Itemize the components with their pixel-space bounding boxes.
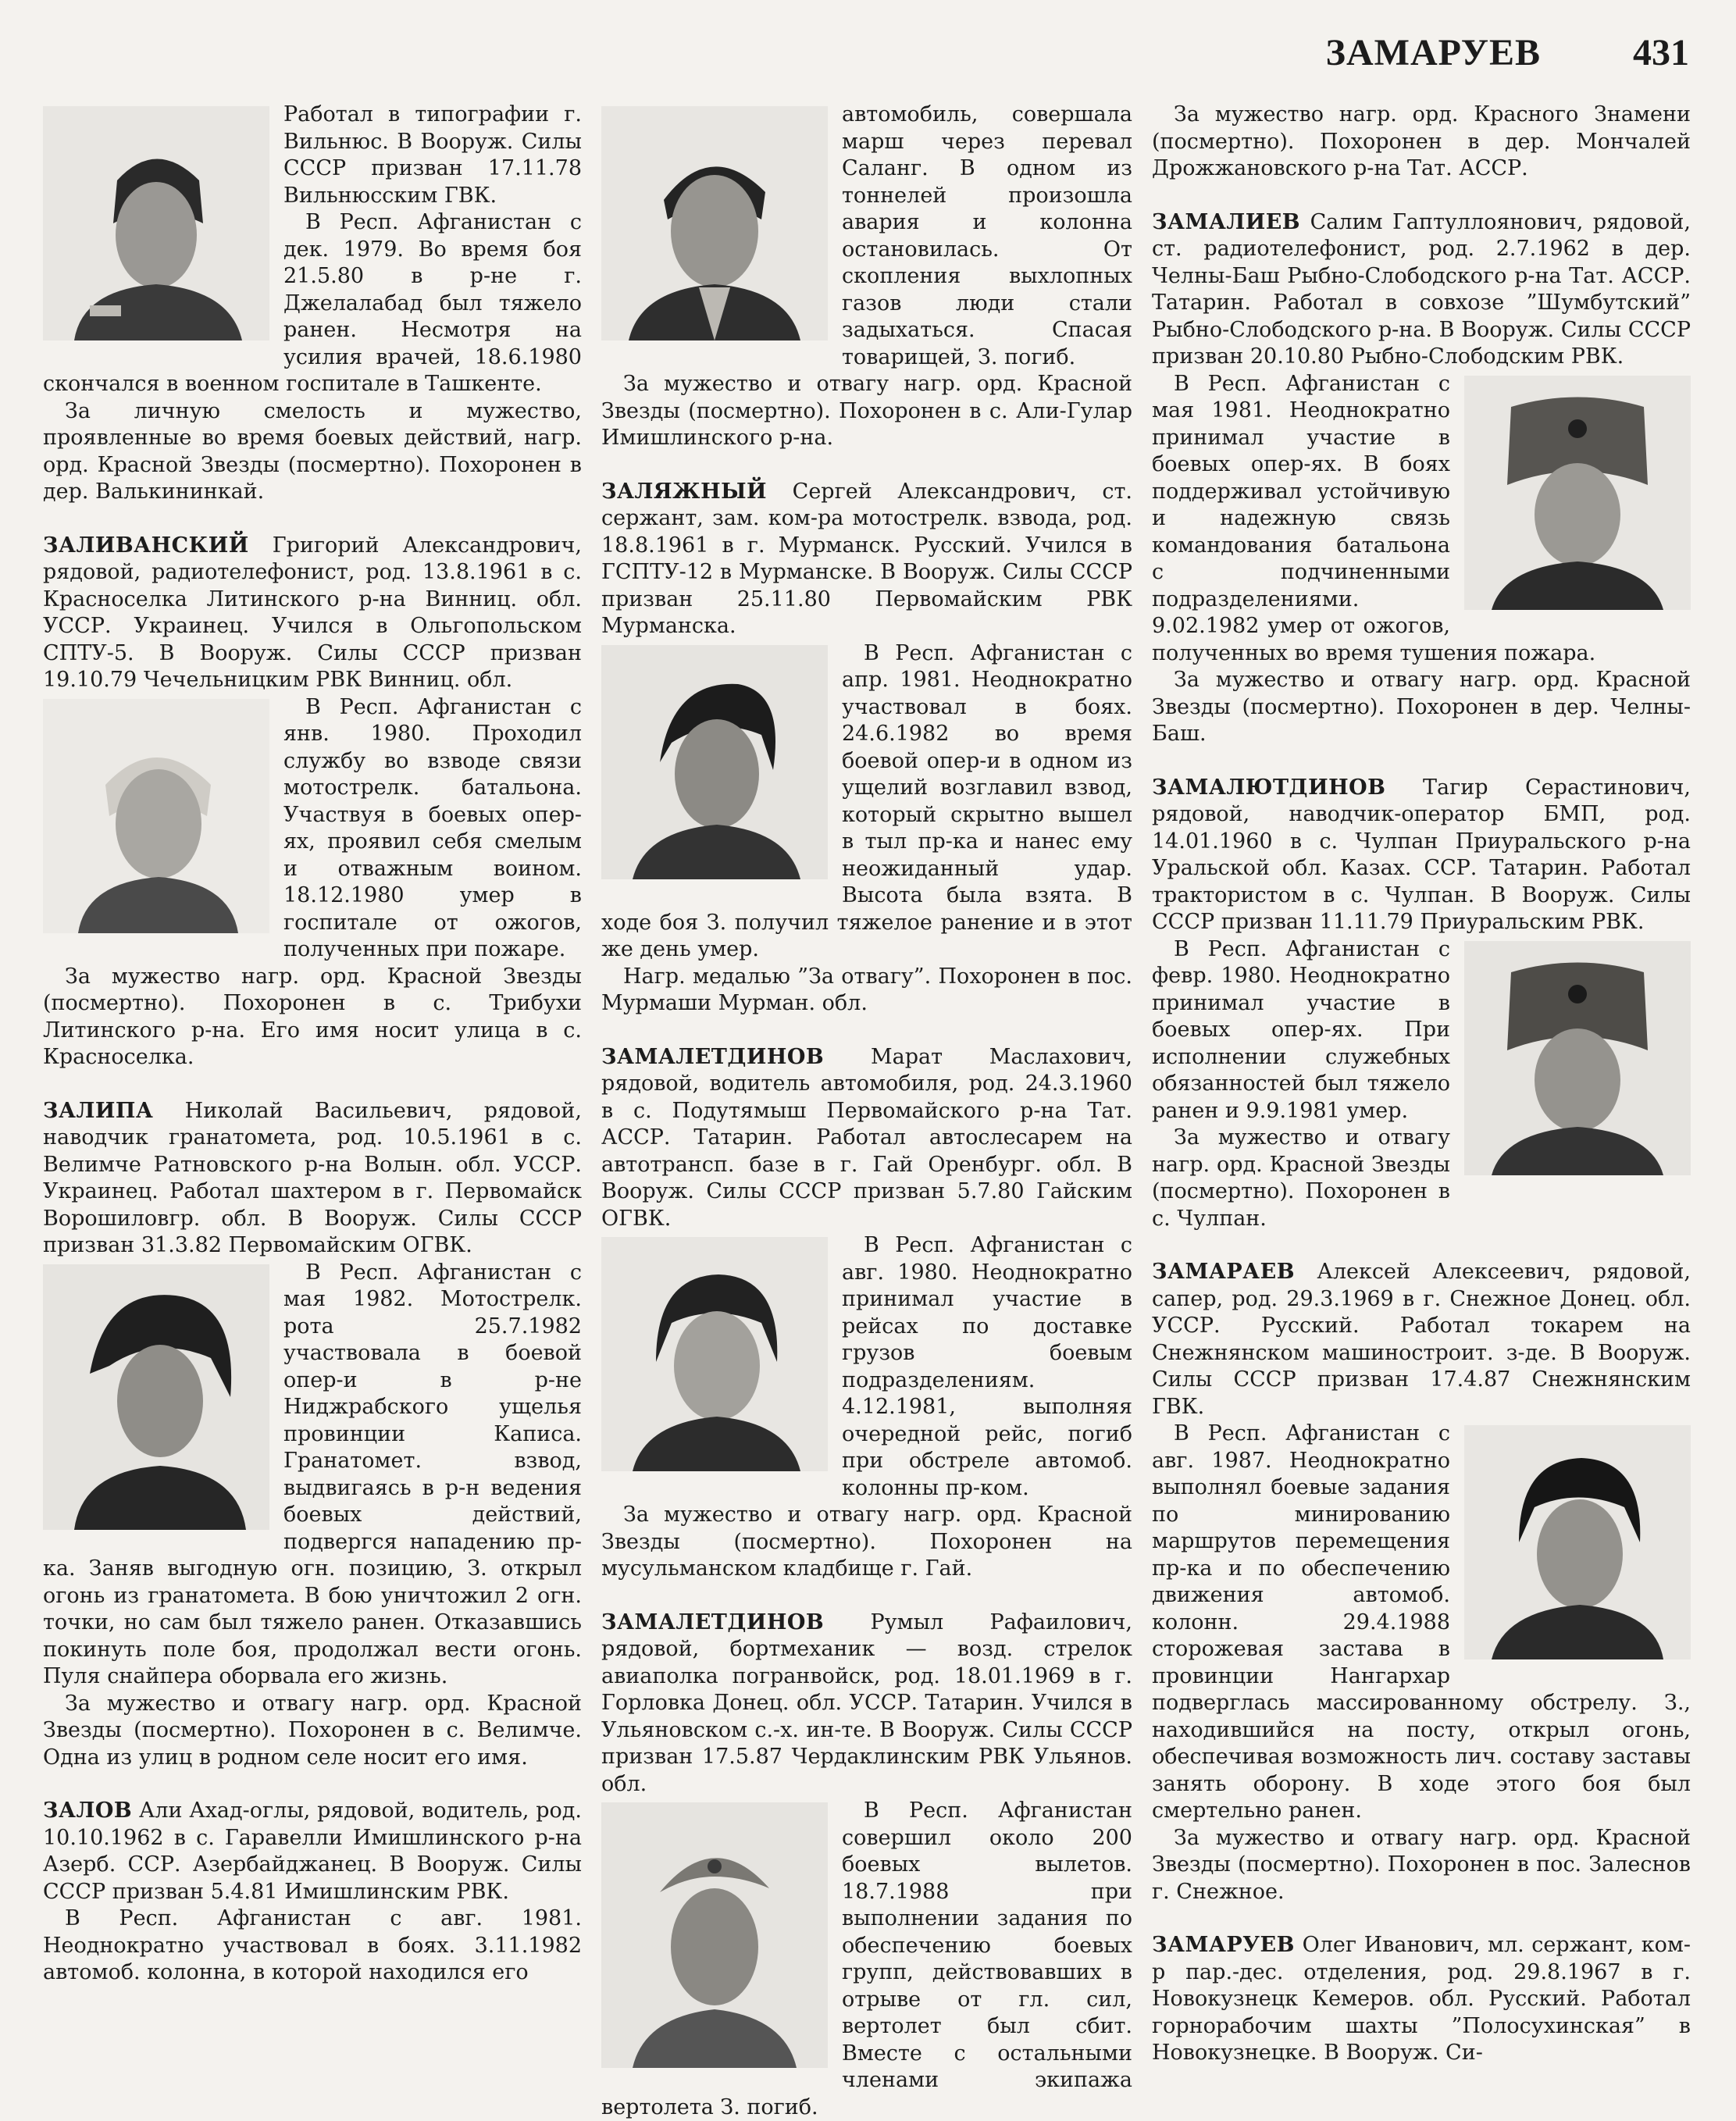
paragraph: Али Ахад-оглы, рядовой, водитель, род. 10.10.1962 в с. Гаравелли Имишлинского р-на Азерб. ССР. Азербайджанец. В Вооруж. Силы СССР призван 5.4.81 Имишлинским РВК. xyxy=(43,1798,582,1904)
page-number: 431 xyxy=(1633,31,1689,74)
entry-name: ЗАЛОВ xyxy=(43,1798,132,1823)
soldier-portrait-icon xyxy=(601,1802,828,2068)
soldier-portrait-icon xyxy=(601,106,828,340)
portrait-photo xyxy=(1464,1425,1691,1659)
paragraph: автомобиль, совершала марш через перевал Саланг. В одном из тоннелей произошла авария и колонна остановилась. От скопления выхлопных газов люди стали задыхаться. Спасая товарищей, З. погиб. xyxy=(601,102,1132,371)
portrait-photo xyxy=(43,699,269,933)
paragraph: Григорий Александрович, рядовой, радиотелефонист, род. 13.8.1961 в с. Красноселка Литинского р-на Винниц. обл. УССР. Украинец. Учился в Ольгопольском СПТУ-5. В Вооруж. Силы СССР призван 19.10.79 Чечельницким РВК Винниц. обл. xyxy=(43,533,582,693)
paragraph: За мужество и отвагу нагр. орд. Красной Звезды (посмертно). Похоронен в с. Чулпан. xyxy=(1152,1125,1691,1232)
entry-name: ЗАМАЛЮТДИНОВ xyxy=(1152,775,1385,800)
entry-continuation xyxy=(43,102,582,506)
entry-zamaraev xyxy=(1152,1259,1691,1905)
paragraph: В Респ. Афганистан совершил около 200 боевых вылетов. 18.7.1988 при выполнении задания по обеспечению боевых групп, действовавших в отрыве от гл. сил, вертолет был сбит. Вместе с остальными членами экипажа вертолета З. погиб. xyxy=(601,1798,1132,2121)
paragraph: В Респ. Афганистан с авг. 1981. Неоднократно участвовал в боях. 3.11.1982 автомоб. колонна, в которой находился его xyxy=(43,1905,582,1987)
paragraph: Работал в типографии г. Вильнюс. В Вооруж. Силы СССР призван 17.11.78 Вильнюсским ГВК. xyxy=(43,102,582,209)
paragraph: За мужество и отвагу нагр. орд. Красной Звезды (посмертно). Похоронен в с. Велимче. Одна из улиц в родном селе носит его имя. xyxy=(43,1691,582,1772)
entry-name: ЗАМАРАЕВ xyxy=(1152,1260,1295,1284)
entry-name: ЗАМАЛИЕВ xyxy=(1152,210,1300,234)
entry-name: ЗАМАЛЕТДИНОВ xyxy=(601,1045,824,1069)
portrait-photo xyxy=(601,645,828,879)
paragraph: Тагир Серастинович, рядовой, наводчик-оператор БМП, род. 14.01.1960 в с. Чулпан Приуральского р-на Уральской обл. Казах. ССР. Татарин. Работал трактористом в с. Чулпан. В Вооруж. Силы СССР призван 11.11.79 Приуральским РВК. xyxy=(1152,775,1691,935)
paragraph: В Респ. Афганистан с авг. 1987. Неоднократно выполнял боевые задания по минированию маршрутов перемещения пр-ка и по обеспечению движения автомоб. колонн. 29.4.1988 сторожевая застава в провинции Нангархар подверглась массированному обстрелу. З., находившийся на посту, открыл огонь, обеспечивая возможность лич. составу заставы занять оборону. В ходе этого боя был смертельно ранен. xyxy=(1152,1421,1691,1825)
soldier-portrait-icon xyxy=(43,1264,269,1530)
paragraph: В Респ. Афганистан с авг. 1980. Неоднократно принимал участие в рейсах по доставке грузов боевым подразделениям. 4.12.1981, выполняя очередной рейс, погиб при обстреле автомоб. колонны пр-ком. xyxy=(601,1232,1132,1502)
soldier-portrait-icon xyxy=(601,645,828,879)
entry-name: ЗАЛИВАНСКИЙ xyxy=(43,533,249,558)
entry-name: ЗАЛИПА xyxy=(43,1099,153,1123)
paragraph: За личную смелость и мужество, проявленные во время боевых действий, нагр. орд. Красной Звезды (посмертно). Похоронен в дер. Валькининкай. xyxy=(43,398,582,506)
entry-zamaliev xyxy=(1152,209,1691,748)
paragraph: Алексей Алексеевич, рядовой, сапер, род. 29.3.1969 в г. Снежное Донец. обл. УССР. Русский. Работал токарем на Снежнянском машиностроит. з-де. В Вооруж. Силы СССР призван 17.4.87 Снежнянским ГВК. xyxy=(1152,1260,1691,1419)
paragraph: Нагр. медалью ”За отвагу”. Похоронен в пос. Мурмаши Мурман. обл. xyxy=(601,964,1132,1018)
paragraph: В Респ. Афганистан с янв. 1980. Проходил службу во взводе связи мотострелк. батальона. Участвуя в боевых опер-ях, проявил себя смелым и отважным воином. 18.12.1980 умер в госпитале от ожогов, полученных при пожаре. xyxy=(43,694,582,964)
soldier-portrait-icon xyxy=(1464,1425,1691,1659)
paragraph: Марат Маслахович, рядовой, водитель автомобиля, род. 24.3.1960 в с. Подутямыш Первомайского р-на Тат. АССР. Татарин. Работал автослесарем на автотрансп. базе в г. Гай Оренбург. обл. В Вооруж. Силы СССР призван 5.7.80 Гайским ОГВК. xyxy=(601,1045,1132,1231)
entry-zamaletdinov-marat xyxy=(601,1044,1132,1583)
entry-name: ЗАЛЯЖНЫЙ xyxy=(601,479,767,504)
entry-zamalyutdinov xyxy=(1152,775,1691,1233)
soldier-portrait-icon xyxy=(601,1237,828,1471)
soldier-portrait-icon xyxy=(43,106,269,340)
paragraph: Сергей Александрович, ст. сержант, зам. ком-ра мотострелк. взвода, род. 18.8.1961 в г. Мурманск. Русский. Учился в ГСПТУ-12 в Мурманске. В Вооруж. Силы СССР призван 25.11.80 Первомайским РВК Мурманска. xyxy=(601,479,1132,639)
portrait-photo xyxy=(43,1264,269,1530)
column-2 xyxy=(601,102,1132,2100)
entry-continuation xyxy=(1152,102,1691,183)
paragraph: За мужество и отвагу нагр. орд. Красной Звезды (посмертно). Похоронен на мусульманском кладбище г. Гай. xyxy=(601,1502,1132,1583)
paragraph: За мужество нагр. орд. Красной Звезды (посмертно). Похоронен в с. Трибухи Литинского р-на. Его имя носит улица в с. Красноселка. xyxy=(43,964,582,1071)
entry-zalov xyxy=(43,1798,582,1987)
entry-zalivansky xyxy=(43,533,582,1071)
paragraph: Николай Васильевич, рядовой, наводчик гранатомета, род. 10.5.1961 в с. Велимче Ратновского р-на Волын. обл. УССР. Украинец. Работал шахтером в г. Первомайск Ворошиловгр. обл. В Вооруж. Силы СССР призван 31.3.82 Первомайским ОГВК. xyxy=(43,1099,582,1258)
entry-continuation xyxy=(601,102,1132,452)
column-1 xyxy=(43,102,582,2100)
paragraph: Олег Иванович, мл. сержант, ком-р пар.-дес. отделения, род. 29.8.1967 в г. Новокузнецк Кемеров. обл. Русский. Работал горнорабочим шахты ”Полосухинская” в Новокузнецке. В Вооруж. Си- xyxy=(1152,1933,1691,2065)
entry-zamaletdinov-rumyl xyxy=(601,1609,1132,2121)
soldier-portrait-icon xyxy=(1464,941,1691,1175)
entry-name: ЗАМАРУЕВ xyxy=(1152,1933,1295,1957)
portrait-photo xyxy=(1464,376,1691,610)
paragraph: В Респ. Афганистан с апр. 1981. Неоднократно участвовал в боях. 24.6.1982 во время боевой опер-и в одном из ущелий возглавил взвод, который скрытно вышел в тыл пр-ка и нанес ему неожиданный удар. Высота была взята. В ходе боя З. получил тяжелое ранение и в этот же день умер. xyxy=(601,640,1132,964)
paragraph: За мужество нагр. орд. Красного Знамени (посмертно). Похоронен в дер. Мончалей Дрожжановского р-на Тат. АССР. xyxy=(1152,102,1691,183)
paragraph: За мужество и отвагу нагр. орд. Красной Звезды (посмертно). Похоронен в пос. Залеснов г. Снежное. xyxy=(1152,1825,1691,1906)
running-header xyxy=(47,31,1689,78)
paragraph: В Респ. Афганистан с мая 1982. Мотострелк. рота 25.7.1982 участвовала в боевой опер-и в р-не Ниджрабского ущелья провинции Каписа. Гранатомет. взвод, выдвигаясь в р-н ведения боевых действий, подвергся нападению пр-ка. Заняв выгодную огн. позицию, З. открыл огонь из гранатомета. В бою уничтожил 2 огн. точки, но сам был тяжело ранен. Отказавшись покинуть поле боя, продолжал вести огонь. Пуля снайпера оборвала его жизнь. xyxy=(43,1260,582,1691)
entry-zalyazhny xyxy=(601,479,1132,1018)
running-head-surname: ЗАМАРУЕВ xyxy=(1326,31,1541,74)
portrait-photo xyxy=(601,1802,828,2068)
paragraph: В Респ. Афганистан с мая 1981. Неоднократно принимал участие в боевых опер-ях. В боях поддерживал устойчивую и надежную связь командования батальона с подчиненными подразделениями. 9.02.1982 умер от ожогов, полученных во время тушения пожара. xyxy=(1152,371,1691,668)
portrait-photo xyxy=(601,1237,828,1471)
column-3 xyxy=(1152,102,1691,2100)
entry-zamaruev xyxy=(1152,1932,1691,2067)
paragraph: За мужество и отвагу нагр. орд. Красной Звезды (посмертно). Похоронен в дер. Челны-Баш. xyxy=(1152,667,1691,748)
portrait-photo xyxy=(43,106,269,340)
portrait-photo xyxy=(1464,941,1691,1175)
soldier-portrait-icon xyxy=(43,699,269,933)
soldier-portrait-icon xyxy=(1464,376,1691,610)
paragraph: За мужество и отвагу нагр. орд. Красной Звезды (посмертно). Похоронен в с. Али-Гулар Имишлинского р-на. xyxy=(601,371,1132,452)
paragraph: Салим Гаптуллоянович, рядовой, ст. радиотелефонист, род. 2.7.1962 в дер. Челны-Баш Рыбно-Слободского р-на Тат. АССР. Татарин. Работал в совхозе ”Шумбутский” Рыбно-Слободского р-на. В Вооруж. Силы СССР призван 20.10.80 Рыбно-Слободским РВК. xyxy=(1152,210,1691,369)
paragraph: В Респ. Афганистан с дек. 1979. Во время боя 21.5.80 в р-не г. Джелалабад был тяжело ранен. Несмотря на усилия врачей, 18.6.1980 скончался в военном госпитале в Ташкенте. xyxy=(43,209,582,398)
portrait-photo xyxy=(601,106,828,340)
entry-name: ЗАМАЛЕТДИНОВ xyxy=(601,1610,824,1634)
paragraph: В Респ. Афганистан с февр. 1980. Неоднократно принимал участие в боевых опер-ях. При исполнении служебных обязанностей был тяжело ранен и 9.9.1981 умер. xyxy=(1152,936,1691,1125)
paragraph: Румыл Рафаилович, рядовой, бортмеханик — возд. стрелок авиаполка погранвойск, род. 18.01.1969 в г. Горловка Донец. обл. УССР. Татарин. Учился в Ульяновском с.-х. ин-те. В Вооруж. Силы СССР призван 17.5.87 Чердаклинским РВК Ульянов. обл. xyxy=(601,1610,1132,1796)
entry-zalipa xyxy=(43,1098,582,1772)
